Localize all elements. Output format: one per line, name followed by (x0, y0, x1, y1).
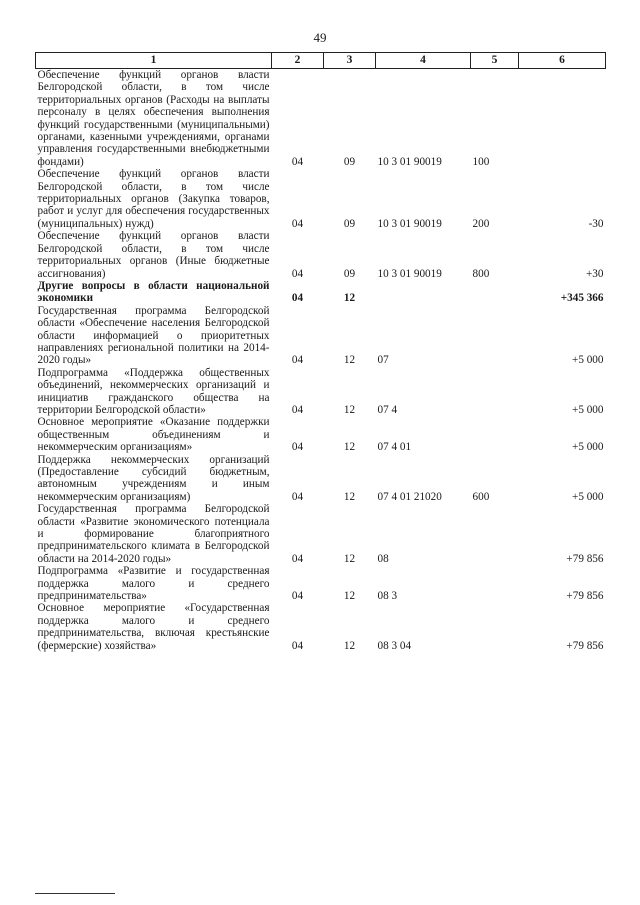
row-subsection-code: 09 (343, 267, 356, 280)
row-target-article: 10 3 01 90019 (377, 155, 442, 168)
row-amount: +5 000 (572, 354, 604, 367)
row-description: Другие вопросы в области национальной экономики (37, 279, 270, 305)
table-row (36, 416, 606, 453)
table-row (36, 280, 606, 305)
row-description: Обеспечение функций органов власти Белгородской области, в том числе территориальных органов (Закупка товаров, работ и услуг для обеспечения государственных (муниципальных) нужд) (37, 168, 270, 230)
row-amount: -30 (588, 217, 604, 230)
row-amount: +30 (586, 267, 604, 280)
row-section-code: 04 (291, 552, 304, 565)
row-subsection-code: 12 (343, 590, 356, 603)
table-row (36, 69, 606, 169)
row-expense-type (471, 280, 519, 305)
header-col-3: 3 (324, 53, 376, 69)
table-row (36, 454, 606, 504)
row-description: Обеспечение функций органов власти Белгородской области, в том числе территориальных органов (Расходы на выплаты персоналу в целях обеспечения выполнения функций государственными (муниципальными) органами, казенными учреждениями, органами управления государственными внебюджетными фондами) (37, 69, 270, 168)
row-description: Подпрограмма «Поддержка общественных объединений, некоммерческих организаций и инициатив гражданского общества на территории Белгородской области» (37, 366, 270, 416)
row-expense-type (471, 367, 519, 417)
table-row (36, 305, 606, 367)
row-target-article: 07 4 01 (377, 441, 412, 454)
row-section-code: 04 (291, 267, 304, 280)
row-expense-type (471, 305, 519, 367)
row-target-article: 08 (377, 552, 389, 565)
row-section-code: 04 (291, 292, 304, 305)
row-target-article: 08 3 (377, 590, 398, 603)
row-subsection-code: 12 (343, 441, 356, 454)
row-expense-type (471, 565, 519, 602)
row-section-code: 04 (291, 155, 304, 168)
row-amount: +79 856 (566, 552, 604, 565)
row-subsection-code: 12 (343, 552, 356, 565)
row-amount: +345 366 (560, 292, 604, 305)
header-col-5: 5 (471, 53, 519, 69)
footer-rule (35, 893, 115, 894)
row-section-code: 04 (291, 490, 304, 503)
row-section-code: 04 (291, 403, 304, 416)
page-number: 49 (313, 30, 327, 45)
row-expense-type (471, 416, 519, 453)
row-subsection-code: 12 (343, 403, 356, 416)
row-target-article: 08 3 04 (377, 639, 412, 652)
header-col-2: 2 (272, 53, 324, 69)
row-target-article: 10 3 01 90019 (377, 267, 442, 280)
row-description: Государственная программа Белгородской области «Развитие экономического потенциала и формирование благоприятного предпринимательского климата в Белгородской области на 2014-2020 годы» (37, 503, 270, 565)
table-header-row (36, 53, 606, 69)
row-expense-type (471, 602, 519, 652)
row-expense-type: 100 (472, 155, 490, 168)
table-row (36, 602, 606, 652)
row-target-article: 10 3 01 90019 (377, 217, 442, 230)
row-target-article: 07 (377, 354, 389, 367)
header-col-4: 4 (376, 53, 471, 69)
row-description: Основное мероприятие «Государственная поддержка малого и среднего предпринимательства, включая крестьянские (фермерские) хозяйства» (37, 602, 270, 652)
row-expense-type: 200 (472, 217, 490, 230)
header-col-1: 1 (36, 53, 272, 69)
row-target-article: 07 4 01 21020 (377, 490, 442, 503)
budget-table (35, 52, 606, 652)
row-subsection-code: 09 (343, 155, 356, 168)
row-section-code: 04 (291, 590, 304, 603)
table-row (36, 168, 606, 230)
row-section-code: 04 (291, 217, 304, 230)
row-target-article (376, 280, 471, 305)
row-expense-type: 600 (472, 490, 490, 503)
table-row (36, 503, 606, 565)
row-description: Обеспечение функций органов власти Белгородской области, в том числе территориальных органов (Иные бюджетные ассигнования) (37, 230, 270, 280)
table-row (36, 565, 606, 602)
row-amount: +5 000 (572, 441, 604, 454)
row-subsection-code: 12 (343, 354, 356, 367)
row-section-code: 04 (291, 354, 304, 367)
table-row (36, 230, 606, 280)
row-section-code: 04 (291, 639, 304, 652)
row-description: Основное мероприятие «Оказание поддержки общественным объединениям и некоммерческим организациям» (37, 416, 270, 454)
row-description: Государственная программа Белгородской области «Обеспечение населения Белгородской области информацией о приоритетных направлениях региональной политики на 2014-2020 годы» (37, 304, 270, 367)
row-target-article: 07 4 (377, 403, 398, 416)
header-col-6: 6 (519, 53, 606, 69)
row-amount: +79 856 (566, 590, 604, 603)
row-subsection-code: 09 (343, 217, 356, 230)
row-subsection-code: 12 (343, 292, 356, 305)
row-section-code: 04 (291, 441, 304, 454)
row-expense-type (471, 503, 519, 565)
row-subsection-code: 12 (343, 490, 356, 503)
row-amount: +5 000 (572, 490, 604, 503)
row-description: Подпрограмма «Развитие и государственная поддержка малого и среднего предпринимательства» (37, 565, 270, 603)
row-amount: +79 856 (566, 639, 604, 652)
row-amount: +5 000 (572, 403, 604, 416)
table-row (36, 367, 606, 417)
row-expense-type: 800 (472, 267, 490, 280)
row-description: Поддержка некоммерческих организаций (Предоставление субсидий бюджетным, автономным учреждениям и иным некоммерческим организациям) (37, 453, 270, 503)
row-amount (519, 69, 606, 169)
row-subsection-code: 12 (343, 639, 356, 652)
